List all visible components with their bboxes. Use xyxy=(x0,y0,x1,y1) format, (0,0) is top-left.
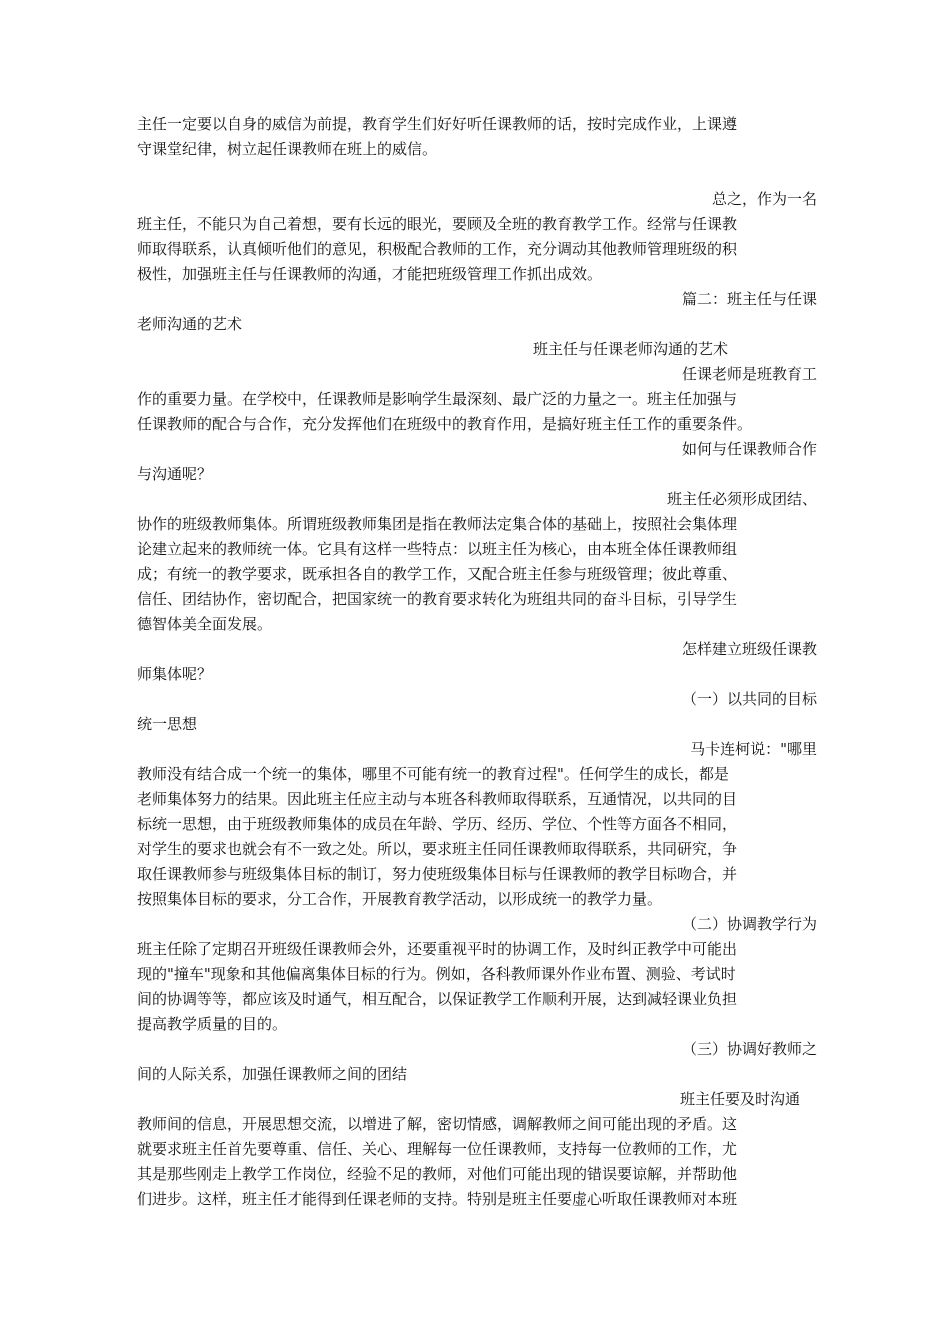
text-line: 怎样建立班级任课教 xyxy=(681,640,817,658)
section-heading: 老师沟通的艺术 xyxy=(137,315,243,333)
text-line: 协作的班级教师集体。所谓班级教师集团是指在教师法定集合体的基础上，按照社会集体理 xyxy=(137,515,738,533)
text-line: 教师间的信息，开展思想交流，以增进了解，密切情感，调解教师之间可能出现的矛盾。这 xyxy=(137,1115,738,1133)
text-line: 老师集体努力的结果。因此班主任应主动与本班各科教师取得联系，互通情况，以共同的目 xyxy=(137,790,738,808)
text-line: 就要求班主任首先要尊重、信任、关心、理解每一位任课教师，支持每一位教师的工作，尤 xyxy=(137,1140,738,1158)
text-line: 现的"撞车"现象和其他偏离集体目标的行为。例如，各科教师课外作业布置、测验、考试时 xyxy=(137,965,736,983)
text-line: 标统一思想，由于班级教师集体的成员在年龄、学历、经历、学位、个性等方面各不相同， xyxy=(137,815,738,833)
text-line: 班主任要及时沟通 xyxy=(679,1090,800,1108)
subsection-heading: 统一思想 xyxy=(137,715,198,733)
subsection-heading: （三）协调好教师之 xyxy=(681,1040,817,1058)
text-line: 任课教师的配合与合作，充分发挥他们在班级中的教育作用，是搞好班主任工作的重要条件。 xyxy=(137,415,753,433)
text-line: 教师没有结合成一个统一的集体，哪里不可能有统一的教育过程"。任何学生的成长，都是 xyxy=(137,765,729,783)
text-line: 师取得联系，认真倾听他们的意见，积极配合教师的工作，充分调动其他教师管理班级的积 xyxy=(137,240,738,258)
text-line: 主任一定要以自身的威信为前提，教育学生们好好听任课教师的话，按时完成作业，上课遵 xyxy=(137,115,738,133)
text-line: 成；有统一的教学要求，既承担各自的教学工作，又配合班主任参与班级管理；彼此尊重、 xyxy=(137,565,738,583)
text-line: 师集体呢？ xyxy=(137,665,213,683)
section-heading: 篇二：班主任与任课 xyxy=(681,290,817,308)
subsection-heading: 间的人际关系，加强任课教师之间的团结 xyxy=(137,1065,408,1083)
text-line: 间的协调等等，都应该及时通气，相互配合，以保证教学工作顺利开展，达到减轻课业负担 xyxy=(137,990,738,1008)
text-line: 作的重要力量。在学校中，任课教师是影响学生最深刻、最广泛的力量之一。班主任加强与 xyxy=(137,390,738,408)
subsection-heading: （一）以共同的目标 xyxy=(681,690,817,708)
text-line: 守课堂纪律，树立起任课教师在班上的威信。 xyxy=(137,140,438,158)
text-line: 班主任除了定期召开班级任课教师会外，还要重视平时的协调工作，及时纠正教学中可能出 xyxy=(137,940,738,958)
text-line: 对学生的要求也就会有不一致之处。所以，要求班主任同任课教师取得联系，共同研究，争 xyxy=(137,840,738,858)
text-line: 马卡连柯说："哪里 xyxy=(690,740,817,758)
text-line: 总之，作为一名 xyxy=(711,190,817,208)
text-line: 取任课教师参与班级集体目标的制订，努力使班级集体目标与任课教师的教学目标吻合，并 xyxy=(137,865,738,883)
text-line: 提高教学质量的目的。 xyxy=(137,1015,288,1033)
subsection-heading: （二）协调教学行为 xyxy=(681,915,817,933)
text-line: 其是那些刚走上教学工作岗位，经验不足的教师，对他们可能出现的错误要谅解，并帮助他 xyxy=(137,1165,738,1183)
text-line: 们进步。这样，班主任才能得到任课老师的支持。特别是班主任要虚心听取任课教师对本班 xyxy=(137,1190,738,1208)
text-line: 任课老师是班教育工 xyxy=(681,365,817,383)
text-line: 按照集体目标的要求，分工合作，开展教育教学活动，以形成统一的教学力量。 xyxy=(137,890,663,908)
text-line: 德智体美全面发展。 xyxy=(137,615,273,633)
text-line: 与沟通呢？ xyxy=(137,465,213,483)
text-line: 极性，加强班主任与任课教师的沟通，才能把班级管理工作抓出成效。 xyxy=(137,265,603,283)
text-line: 信任、团结协作，密切配合，把国家统一的教育要求转化为班组共同的奋斗目标，引导学生 xyxy=(137,590,738,608)
article-title: 班主任与任课老师沟通的艺术 xyxy=(533,340,729,358)
text-line: 如何与任课教师合作 xyxy=(681,440,817,458)
text-line: 班主任必须形成团结、 xyxy=(666,490,817,508)
text-line: 论建立起来的教师统一体。它具有这样一些特点：以班主任为核心，由本班全体任课教师组 xyxy=(137,540,738,558)
text-line: 班主任，不能只为自己着想，要有长远的眼光，要顾及全班的教育教学工作。经常与任课教 xyxy=(137,215,738,233)
